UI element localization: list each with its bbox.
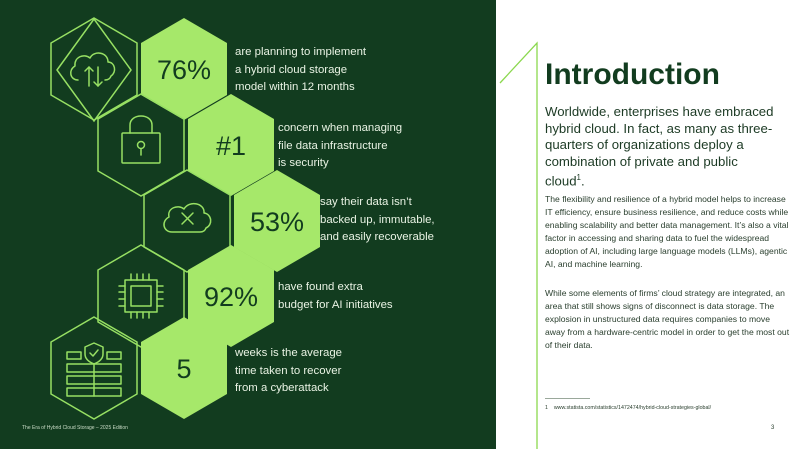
processor-chip-icon [119, 274, 163, 318]
stat-description-4: have found extra budget for AI initiatives [278, 281, 393, 311]
page-title: Introduction [545, 58, 720, 91]
stat-value: #1 [215, 131, 247, 161]
hexagon-outline-1 [51, 18, 137, 120]
page-number: 3 [771, 425, 775, 431]
stat-description-1: are planning to implement a hybrid cloud storage model within 12 months [235, 46, 367, 93]
body-paragraph-2: While some elements of firms’ cloud strategy are integrated, an area that still shows signs of disconnect is data storage. The explosion in unstructured data requires companies to move away from a hardware-centric model in order to get the most out of their data. [545, 288, 790, 350]
stat-value: 92% [203, 282, 259, 312]
body-paragraph-1: The flexibility and resilience of a hybrid model helps to increase IT efficiency, ensure business resilience, and reduce costs while enabling scalability and better data management. It’s also a vital factor in accessing and sharing data to fuel the widespread adoption of AI, including large language models (LLMs), agentic AI, and machine learning. [545, 194, 789, 269]
padlock-icon [122, 116, 160, 163]
server-shield-icon [67, 343, 121, 396]
footnote-link[interactable]: www.statista.com/statistics/1472474/hybrid-cloud-strategies-global/ [553, 405, 712, 411]
cloud-upload-download-icon [71, 53, 115, 86]
cloud-x-icon [164, 204, 211, 232]
stat-value: 53% [249, 207, 305, 237]
footnote: 1 www.statista.com/statistics/1472474/hybrid-cloud-strategies-global/ [545, 405, 712, 411]
stat-description-3: say their data isn’t backed up, immutable, and easily recoverable [320, 196, 435, 243]
lead-paragraph: Worldwide, enterprises have embraced hybrid cloud. In fact, as many as three-quarters of organizations deploy a combination of private and public cloud$^1$. [545, 104, 774, 189]
stat-value: 5 [176, 354, 192, 384]
stat-value: 76% [156, 55, 212, 85]
stat-description-2: concern when managing file data infrastructure is security [278, 122, 403, 169]
publication-footer: The Era of Hybrid Cloud Storage – 2025 Edition [22, 425, 128, 431]
footnote-divider [545, 398, 590, 399]
stat-description-5: weeks is the average time taken to recover from a cyberattack [235, 347, 343, 394]
